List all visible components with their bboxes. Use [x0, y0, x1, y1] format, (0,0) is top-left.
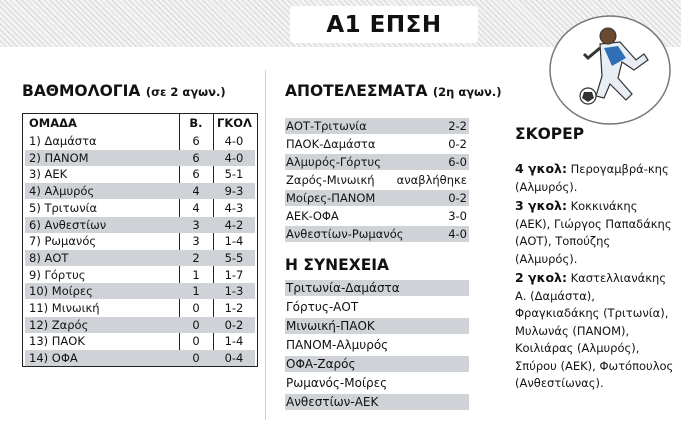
standings-pts: 0 [192, 317, 200, 332]
standings-team: 12) Ζαρός [29, 317, 89, 332]
next-fixture-row [285, 337, 469, 353]
standings-pts: 2 [192, 250, 200, 265]
next-fixture: ΠΑΝΟΜ-Αλμυρός [286, 338, 389, 352]
next-fixture-row [285, 299, 469, 315]
result-row [285, 190, 469, 206]
standings-row [23, 232, 257, 250]
next-fixture-row [285, 394, 469, 410]
standings-team: 1) Δαμάστα [29, 134, 97, 148]
scorers-list [515, 160, 675, 394]
standings-goals: 5-5 [224, 250, 244, 265]
result-match: Ανθεστίων-Ρωμανός [286, 227, 404, 241]
scorers-group: 2 γκολ: Καστελλιανάκης Α. (Δαμάστα), Φραγκιαδάκης (Τριτωνία), Μυλωνάς (ΠΑΝΟΜ), Κοιλιάρας (Αλμυρός), Σπύρου (ΑΕΚ), Φωτόπουλος (Ανθεστίωνας). [515, 270, 674, 390]
next-heading: Η ΣΥΝΕΧΕΙΑ [285, 256, 390, 274]
standings-goals: 5-1 [224, 167, 244, 182]
standings-row [23, 349, 257, 367]
result-row [285, 136, 469, 152]
standings-goals: 0-4 [224, 351, 244, 366]
result-row [285, 172, 469, 188]
standings-row [23, 182, 257, 200]
standings-row [23, 165, 257, 183]
standings-row [23, 249, 257, 267]
standings-goals: 4-0 [224, 150, 244, 165]
standings-goals: 1-4 [224, 234, 244, 249]
standings-team: 4) Αλμυρός [29, 184, 95, 199]
result-score: 0-2 [448, 137, 467, 151]
standings-pts: 6 [192, 150, 200, 165]
result-score: 6-0 [448, 155, 467, 169]
standings-pts: 6 [192, 167, 200, 182]
next-fixture-row [285, 318, 469, 334]
standings-pts: 4 [192, 200, 200, 215]
standings-goals: 9-3 [224, 184, 244, 199]
result-score: 4-0 [448, 227, 467, 241]
standings-pts: 0 [192, 351, 200, 366]
standings-team: 7) Ρωμανός [29, 234, 97, 249]
next-fixture: Ρωμανός-Μοίρες [286, 376, 388, 390]
standings-row [23, 149, 257, 167]
result-match: Ζαρός-Μινωική [286, 173, 375, 187]
standings-goals: 4-3 [224, 200, 244, 215]
result-row [285, 118, 469, 134]
standings-goals: 0-2 [224, 317, 244, 332]
standings-team: 9) Γόρτυς [29, 267, 86, 282]
next-fixture: Τριτωνία-Δαμάστα [286, 281, 400, 295]
standings-row [23, 199, 257, 217]
standings-goals: 1-2 [224, 301, 244, 315]
scorers-heading: ΣΚΟΡΕΡ [515, 125, 585, 143]
standings-row [23, 282, 257, 300]
next-fixture-row [285, 375, 469, 391]
next-fixture-row [285, 280, 469, 296]
result-match: Μοίρες-ΠΑΝΟΜ [286, 191, 376, 205]
result-row [285, 208, 469, 224]
result-row [285, 226, 469, 242]
standings-pts: 4 [192, 184, 200, 199]
standings-team: 3) ΑΕΚ [29, 167, 68, 182]
standings-pts: 0 [192, 334, 200, 349]
result-score: 2-2 [448, 119, 467, 133]
standings-team: 10) Μοίρες [29, 284, 93, 299]
standings-team: 2) ΠΑΝΟΜ [29, 150, 89, 165]
result-score: 3-0 [448, 209, 467, 223]
standings-row [23, 299, 257, 317]
standings-team: 8) ΑΟΤ [29, 250, 69, 265]
football-player-icon [548, 14, 672, 126]
standings-table [22, 113, 258, 367]
result-match: ΠΑΟΚ-Δαμάστα [286, 137, 376, 151]
standings-pts: 1 [192, 267, 200, 282]
result-match: ΑΕΚ-ΟΦΑ [286, 209, 339, 223]
next-fixture: Μινωική-ΠΑΟΚ [286, 319, 375, 333]
result-match: Αλμυρός-Γόρτυς [286, 155, 381, 169]
next-fixture-row [285, 356, 469, 372]
standings-team: 5) Τριτωνία [29, 200, 98, 215]
standings-row [23, 316, 257, 334]
standings-row [23, 266, 257, 284]
standings-row [23, 216, 257, 234]
result-score: αναβλήθηκε [396, 173, 467, 187]
standings-goals: 1-4 [224, 334, 244, 349]
standings-goals: 4-2 [224, 217, 244, 232]
column-divider [265, 70, 266, 420]
standings-pts: 6 [192, 134, 200, 148]
standings-goals: 1-3 [224, 284, 244, 299]
standings-heading: ΒΑΘΜΟΛΟΓΙΑ (σε 2 αγων.) [22, 82, 226, 100]
standings-team: 6) Ανθεστίων [29, 217, 107, 232]
standings-goals: 4-0 [224, 134, 244, 148]
next-fixture: Ανθεστίων-ΑΕΚ [286, 395, 379, 409]
next-fixture: ΟΦΑ-Ζαρός [286, 357, 356, 371]
standings-header-row: ΟΜΑΔΑ Β. ΓΚΟΛ [29, 116, 252, 130]
standings-pts: 0 [192, 301, 200, 315]
results-heading: ΑΠΟΤΕΛΕΣΜΑΤΑ (2η αγων.) [285, 82, 502, 100]
standings-pts: 1 [192, 284, 200, 299]
scorers-group: 4 γκολ: Περογαμβρά-κης (Αλμυρός). [515, 161, 669, 194]
standings-goals: 1-7 [224, 267, 244, 282]
standings-pts: 3 [192, 234, 200, 249]
standings-pts: 3 [192, 217, 200, 232]
next-fixture: Γόρτυς-ΑΟΤ [286, 300, 359, 314]
result-match: ΑΟΤ-Τριτωνία [286, 119, 367, 133]
result-row [285, 154, 469, 170]
scorers-group: 3 γκολ: Κοκκινάκης (ΑΕΚ), Γιώργος Παπαδάκης (ΑΟΤ), Τοπούζης (Αλμυρός). [515, 198, 672, 266]
standings-row [23, 332, 257, 350]
standings-team: 11) Μινωική [29, 301, 100, 315]
page-title: Α1 ΕΠΣΗ [290, 6, 478, 43]
standings-team: 14) ΟΦΑ [29, 351, 78, 366]
standings-team: 13) ΠΑΟΚ [29, 334, 85, 349]
standings-row [23, 132, 257, 150]
result-score: 0-2 [448, 191, 467, 205]
